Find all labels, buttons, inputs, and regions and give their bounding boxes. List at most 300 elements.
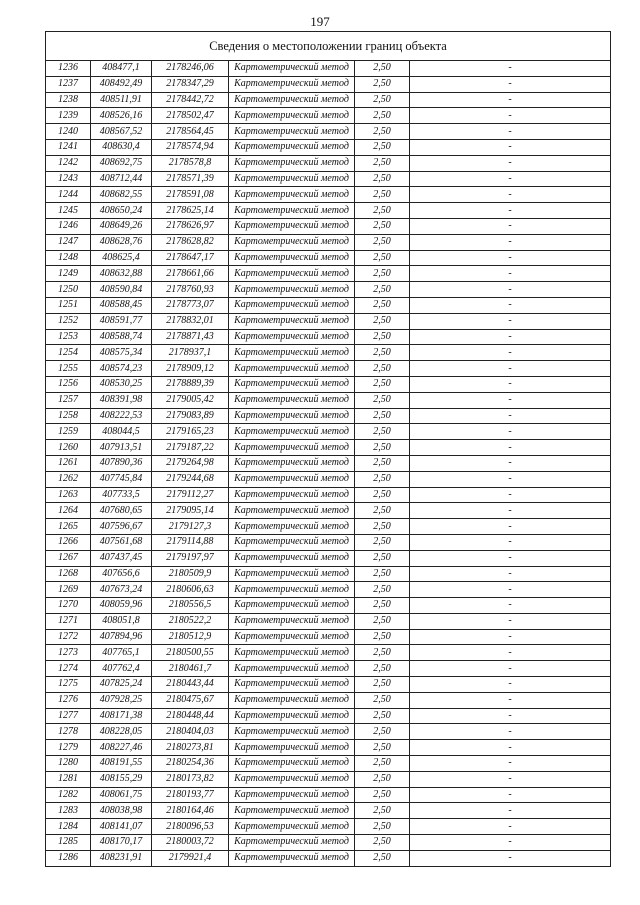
description-cell: - xyxy=(410,345,611,361)
method-cell: Картометрический метод xyxy=(229,234,355,250)
y-coordinate-cell: 2180254,36 xyxy=(152,756,229,772)
accuracy-cell: 2,50 xyxy=(355,297,410,313)
y-coordinate-cell: 2178578,8 xyxy=(152,155,229,171)
point-number-cell: 1267 xyxy=(46,550,91,566)
method-cell: Картометрический метод xyxy=(229,756,355,772)
accuracy-cell: 2,50 xyxy=(355,582,410,598)
method-cell: Картометрический метод xyxy=(229,92,355,108)
x-coordinate-cell: 407680,65 xyxy=(91,503,152,519)
table-row xyxy=(46,803,611,819)
x-coordinate-cell: 407913,51 xyxy=(91,440,152,456)
table-title-row xyxy=(46,32,611,61)
method-cell: Картометрический метод xyxy=(229,692,355,708)
description-cell: - xyxy=(410,455,611,471)
method-cell: Картометрический метод xyxy=(229,440,355,456)
accuracy-cell: 2,50 xyxy=(355,803,410,819)
x-coordinate-cell: 407825,24 xyxy=(91,677,152,693)
table-row xyxy=(46,455,611,471)
x-coordinate-cell: 408588,45 xyxy=(91,297,152,313)
x-coordinate-cell: 408228,05 xyxy=(91,724,152,740)
accuracy-cell: 2,50 xyxy=(355,519,410,535)
boundary-coordinates-table xyxy=(45,31,611,867)
description-cell: - xyxy=(410,297,611,313)
method-cell: Картометрический метод xyxy=(229,503,355,519)
point-number-cell: 1286 xyxy=(46,850,91,866)
y-coordinate-cell: 2178625,14 xyxy=(152,203,229,219)
description-cell: - xyxy=(410,266,611,282)
x-coordinate-cell: 408170,17 xyxy=(91,835,152,851)
table-row xyxy=(46,392,611,408)
table-row xyxy=(46,598,611,614)
point-number-cell: 1283 xyxy=(46,803,91,819)
y-coordinate-cell: 2178760,93 xyxy=(152,282,229,298)
description-cell: - xyxy=(410,645,611,661)
accuracy-cell: 2,50 xyxy=(355,756,410,772)
table-row xyxy=(46,645,611,661)
x-coordinate-cell: 407733,5 xyxy=(91,487,152,503)
accuracy-cell: 2,50 xyxy=(355,661,410,677)
description-cell: - xyxy=(410,440,611,456)
x-coordinate-cell: 407890,36 xyxy=(91,455,152,471)
method-cell: Картометрический метод xyxy=(229,582,355,598)
y-coordinate-cell: 2179083,89 xyxy=(152,408,229,424)
point-number-cell: 1245 xyxy=(46,203,91,219)
method-cell: Картометрический метод xyxy=(229,282,355,298)
point-number-cell: 1279 xyxy=(46,740,91,756)
x-coordinate-cell: 408530,25 xyxy=(91,376,152,392)
x-coordinate-cell: 408231,91 xyxy=(91,850,152,866)
method-cell: Картометрический метод xyxy=(229,661,355,677)
table-row xyxy=(46,266,611,282)
method-cell: Картометрический метод xyxy=(229,803,355,819)
y-coordinate-cell: 2180509,9 xyxy=(152,566,229,582)
x-coordinate-cell: 407437,45 xyxy=(91,550,152,566)
method-cell: Картометрический метод xyxy=(229,345,355,361)
method-cell: Картометрический метод xyxy=(229,708,355,724)
x-coordinate-cell: 408191,55 xyxy=(91,756,152,772)
description-cell: - xyxy=(410,171,611,187)
description-cell: - xyxy=(410,708,611,724)
point-number-cell: 1285 xyxy=(46,835,91,851)
x-coordinate-cell: 408222,53 xyxy=(91,408,152,424)
table-row xyxy=(46,566,611,582)
description-cell: - xyxy=(410,661,611,677)
accuracy-cell: 2,50 xyxy=(355,92,410,108)
y-coordinate-cell: 2179112,27 xyxy=(152,487,229,503)
table-row xyxy=(46,313,611,329)
point-number-cell: 1271 xyxy=(46,613,91,629)
method-cell: Картометрический метод xyxy=(229,108,355,124)
y-coordinate-cell: 2179165,23 xyxy=(152,424,229,440)
method-cell: Картометрический метод xyxy=(229,835,355,851)
table-row xyxy=(46,850,611,866)
y-coordinate-cell: 2180512,9 xyxy=(152,629,229,645)
table-row xyxy=(46,361,611,377)
accuracy-cell: 2,50 xyxy=(355,282,410,298)
point-number-cell: 1264 xyxy=(46,503,91,519)
x-coordinate-cell: 408477,1 xyxy=(91,61,152,77)
point-number-cell: 1254 xyxy=(46,345,91,361)
method-cell: Картометрический метод xyxy=(229,724,355,740)
x-coordinate-cell: 407762,4 xyxy=(91,661,152,677)
method-cell: Картометрический метод xyxy=(229,297,355,313)
x-coordinate-cell: 408526,16 xyxy=(91,108,152,124)
y-coordinate-cell: 2180164,46 xyxy=(152,803,229,819)
method-cell: Картометрический метод xyxy=(229,124,355,140)
description-cell: - xyxy=(410,250,611,266)
accuracy-cell: 2,50 xyxy=(355,692,410,708)
point-number-cell: 1266 xyxy=(46,534,91,550)
y-coordinate-cell: 2180461,7 xyxy=(152,661,229,677)
description-cell: - xyxy=(410,724,611,740)
description-cell: - xyxy=(410,550,611,566)
accuracy-cell: 2,50 xyxy=(355,171,410,187)
table-row xyxy=(46,203,611,219)
x-coordinate-cell: 408141,07 xyxy=(91,819,152,835)
table-row xyxy=(46,487,611,503)
accuracy-cell: 2,50 xyxy=(355,250,410,266)
y-coordinate-cell: 2179005,42 xyxy=(152,392,229,408)
table-row xyxy=(46,250,611,266)
method-cell: Картометрический метод xyxy=(229,598,355,614)
accuracy-cell: 2,50 xyxy=(355,345,410,361)
description-cell: - xyxy=(410,187,611,203)
method-cell: Картометрический метод xyxy=(229,218,355,234)
method-cell: Картометрический метод xyxy=(229,61,355,77)
accuracy-cell: 2,50 xyxy=(355,677,410,693)
x-coordinate-cell: 408492,49 xyxy=(91,76,152,92)
accuracy-cell: 2,50 xyxy=(355,613,410,629)
y-coordinate-cell: 2179095,14 xyxy=(152,503,229,519)
y-coordinate-cell: 2180443,44 xyxy=(152,677,229,693)
x-coordinate-cell: 408044,5 xyxy=(91,424,152,440)
point-number-cell: 1248 xyxy=(46,250,91,266)
description-cell: - xyxy=(410,76,611,92)
accuracy-cell: 2,50 xyxy=(355,424,410,440)
accuracy-cell: 2,50 xyxy=(355,471,410,487)
accuracy-cell: 2,50 xyxy=(355,108,410,124)
table-row xyxy=(46,108,611,124)
point-number-cell: 1282 xyxy=(46,787,91,803)
accuracy-cell: 2,50 xyxy=(355,598,410,614)
description-cell: - xyxy=(410,313,611,329)
method-cell: Картометрический метод xyxy=(229,203,355,219)
table-row xyxy=(46,613,611,629)
table-row xyxy=(46,787,611,803)
x-coordinate-cell: 408059,96 xyxy=(91,598,152,614)
accuracy-cell: 2,50 xyxy=(355,724,410,740)
accuracy-cell: 2,50 xyxy=(355,187,410,203)
y-coordinate-cell: 2180193,77 xyxy=(152,787,229,803)
table-row xyxy=(46,124,611,140)
table-row xyxy=(46,218,611,234)
description-cell: - xyxy=(410,282,611,298)
y-coordinate-cell: 2180500,55 xyxy=(152,645,229,661)
table-row xyxy=(46,708,611,724)
method-cell: Картометрический метод xyxy=(229,171,355,187)
method-cell: Картометрический метод xyxy=(229,455,355,471)
description-cell: - xyxy=(410,598,611,614)
method-cell: Картометрический метод xyxy=(229,361,355,377)
table-row xyxy=(46,519,611,535)
table-row xyxy=(46,835,611,851)
point-number-cell: 1276 xyxy=(46,692,91,708)
description-cell: - xyxy=(410,329,611,345)
table-row xyxy=(46,534,611,550)
x-coordinate-cell: 407596,67 xyxy=(91,519,152,535)
method-cell: Картометрический метод xyxy=(229,313,355,329)
x-coordinate-cell: 408712,44 xyxy=(91,171,152,187)
y-coordinate-cell: 2178502,47 xyxy=(152,108,229,124)
point-number-cell: 1274 xyxy=(46,661,91,677)
method-cell: Картометрический метод xyxy=(229,613,355,629)
y-coordinate-cell: 2180448,44 xyxy=(152,708,229,724)
x-coordinate-cell: 408227,46 xyxy=(91,740,152,756)
x-coordinate-cell: 408650,24 xyxy=(91,203,152,219)
table-row xyxy=(46,692,611,708)
description-cell: - xyxy=(410,203,611,219)
point-number-cell: 1260 xyxy=(46,440,91,456)
accuracy-cell: 2,50 xyxy=(355,487,410,503)
accuracy-cell: 2,50 xyxy=(355,708,410,724)
accuracy-cell: 2,50 xyxy=(355,313,410,329)
x-coordinate-cell: 407745,84 xyxy=(91,471,152,487)
method-cell: Картометрический метод xyxy=(229,771,355,787)
description-cell: - xyxy=(410,613,611,629)
method-cell: Картометрический метод xyxy=(229,819,355,835)
y-coordinate-cell: 2178909,12 xyxy=(152,361,229,377)
table-row xyxy=(46,61,611,77)
accuracy-cell: 2,50 xyxy=(355,234,410,250)
y-coordinate-cell: 2178628,82 xyxy=(152,234,229,250)
description-cell: - xyxy=(410,503,611,519)
x-coordinate-cell: 408038,98 xyxy=(91,803,152,819)
table-row xyxy=(46,76,611,92)
description-cell: - xyxy=(410,850,611,866)
x-coordinate-cell: 408588,74 xyxy=(91,329,152,345)
description-cell: - xyxy=(410,408,611,424)
accuracy-cell: 2,50 xyxy=(355,440,410,456)
description-cell: - xyxy=(410,155,611,171)
method-cell: Картометрический метод xyxy=(229,740,355,756)
point-number-cell: 1244 xyxy=(46,187,91,203)
point-number-cell: 1284 xyxy=(46,819,91,835)
table-row xyxy=(46,139,611,155)
description-cell: - xyxy=(410,487,611,503)
accuracy-cell: 2,50 xyxy=(355,819,410,835)
point-number-cell: 1273 xyxy=(46,645,91,661)
point-number-cell: 1268 xyxy=(46,566,91,582)
y-coordinate-cell: 2178889,39 xyxy=(152,376,229,392)
x-coordinate-cell: 407656,6 xyxy=(91,566,152,582)
table-row xyxy=(46,424,611,440)
x-coordinate-cell: 408171,38 xyxy=(91,708,152,724)
point-number-cell: 1258 xyxy=(46,408,91,424)
method-cell: Картометрический метод xyxy=(229,392,355,408)
y-coordinate-cell: 2179187,22 xyxy=(152,440,229,456)
description-cell: - xyxy=(410,139,611,155)
point-number-cell: 1236 xyxy=(46,61,91,77)
x-coordinate-cell: 408628,76 xyxy=(91,234,152,250)
method-cell: Картометрический метод xyxy=(229,376,355,392)
x-coordinate-cell: 408625,4 xyxy=(91,250,152,266)
x-coordinate-cell: 408575,34 xyxy=(91,345,152,361)
y-coordinate-cell: 2179114,88 xyxy=(152,534,229,550)
table-row xyxy=(46,329,611,345)
point-number-cell: 1238 xyxy=(46,92,91,108)
point-number-cell: 1277 xyxy=(46,708,91,724)
point-number-cell: 1246 xyxy=(46,218,91,234)
point-number-cell: 1252 xyxy=(46,313,91,329)
point-number-cell: 1272 xyxy=(46,629,91,645)
method-cell: Картометрический метод xyxy=(229,787,355,803)
x-coordinate-cell: 408567,52 xyxy=(91,124,152,140)
description-cell: - xyxy=(410,819,611,835)
accuracy-cell: 2,50 xyxy=(355,503,410,519)
x-coordinate-cell: 408682,55 xyxy=(91,187,152,203)
point-number-cell: 1255 xyxy=(46,361,91,377)
accuracy-cell: 2,50 xyxy=(355,534,410,550)
table-row xyxy=(46,819,611,835)
x-coordinate-cell: 408574,23 xyxy=(91,361,152,377)
point-number-cell: 1257 xyxy=(46,392,91,408)
description-cell: - xyxy=(410,787,611,803)
point-number-cell: 1237 xyxy=(46,76,91,92)
description-cell: - xyxy=(410,534,611,550)
y-coordinate-cell: 2180173,82 xyxy=(152,771,229,787)
y-coordinate-cell: 2180003,72 xyxy=(152,835,229,851)
table-row xyxy=(46,234,611,250)
x-coordinate-cell: 408630,4 xyxy=(91,139,152,155)
table-title: Сведения о местоположении границ объекта xyxy=(46,32,611,61)
description-cell: - xyxy=(410,756,611,772)
point-number-cell: 1256 xyxy=(46,376,91,392)
y-coordinate-cell: 2179244,68 xyxy=(152,471,229,487)
point-number-cell: 1265 xyxy=(46,519,91,535)
y-coordinate-cell: 2180522,2 xyxy=(152,613,229,629)
x-coordinate-cell: 408649,26 xyxy=(91,218,152,234)
accuracy-cell: 2,50 xyxy=(355,124,410,140)
description-cell: - xyxy=(410,566,611,582)
y-coordinate-cell: 2178937,1 xyxy=(152,345,229,361)
table-row xyxy=(46,376,611,392)
point-number-cell: 1269 xyxy=(46,582,91,598)
accuracy-cell: 2,50 xyxy=(355,629,410,645)
table-row xyxy=(46,171,611,187)
point-number-cell: 1240 xyxy=(46,124,91,140)
y-coordinate-cell: 2180273,81 xyxy=(152,740,229,756)
point-number-cell: 1270 xyxy=(46,598,91,614)
y-coordinate-cell: 2178871,43 xyxy=(152,329,229,345)
description-cell: - xyxy=(410,519,611,535)
description-cell: - xyxy=(410,692,611,708)
accuracy-cell: 2,50 xyxy=(355,408,410,424)
x-coordinate-cell: 408511,91 xyxy=(91,92,152,108)
method-cell: Картометрический метод xyxy=(229,250,355,266)
point-number-cell: 1281 xyxy=(46,771,91,787)
description-cell: - xyxy=(410,424,611,440)
x-coordinate-cell: 408061,75 xyxy=(91,787,152,803)
method-cell: Картометрический метод xyxy=(229,519,355,535)
y-coordinate-cell: 2180096,53 xyxy=(152,819,229,835)
table-row xyxy=(46,297,611,313)
point-number-cell: 1241 xyxy=(46,139,91,155)
method-cell: Картометрический метод xyxy=(229,677,355,693)
x-coordinate-cell: 408692,75 xyxy=(91,155,152,171)
y-coordinate-cell: 2178564,45 xyxy=(152,124,229,140)
accuracy-cell: 2,50 xyxy=(355,771,410,787)
y-coordinate-cell: 2178626,97 xyxy=(152,218,229,234)
table-row xyxy=(46,345,611,361)
y-coordinate-cell: 2178832,01 xyxy=(152,313,229,329)
method-cell: Картометрический метод xyxy=(229,155,355,171)
y-coordinate-cell: 2179921,4 xyxy=(152,850,229,866)
y-coordinate-cell: 2178591,08 xyxy=(152,187,229,203)
point-number-cell: 1280 xyxy=(46,756,91,772)
description-cell: - xyxy=(410,771,611,787)
description-cell: - xyxy=(410,376,611,392)
accuracy-cell: 2,50 xyxy=(355,329,410,345)
accuracy-cell: 2,50 xyxy=(355,76,410,92)
point-number-cell: 1262 xyxy=(46,471,91,487)
method-cell: Картометрический метод xyxy=(229,187,355,203)
page-number: 197 xyxy=(310,14,330,29)
accuracy-cell: 2,50 xyxy=(355,218,410,234)
point-number-cell: 1247 xyxy=(46,234,91,250)
table-row xyxy=(46,471,611,487)
method-cell: Картометрический метод xyxy=(229,139,355,155)
table-row xyxy=(46,661,611,677)
accuracy-cell: 2,50 xyxy=(355,266,410,282)
point-number-cell: 1263 xyxy=(46,487,91,503)
description-cell: - xyxy=(410,803,611,819)
method-cell: Картометрический метод xyxy=(229,550,355,566)
table-row xyxy=(46,155,611,171)
accuracy-cell: 2,50 xyxy=(355,361,410,377)
y-coordinate-cell: 2178442,72 xyxy=(152,92,229,108)
accuracy-cell: 2,50 xyxy=(355,835,410,851)
method-cell: Картометрический метод xyxy=(229,329,355,345)
point-number-cell: 1261 xyxy=(46,455,91,471)
accuracy-cell: 2,50 xyxy=(355,139,410,155)
accuracy-cell: 2,50 xyxy=(355,550,410,566)
point-number-cell: 1275 xyxy=(46,677,91,693)
accuracy-cell: 2,50 xyxy=(355,787,410,803)
description-cell: - xyxy=(410,835,611,851)
description-cell: - xyxy=(410,629,611,645)
accuracy-cell: 2,50 xyxy=(355,376,410,392)
y-coordinate-cell: 2180556,5 xyxy=(152,598,229,614)
point-number-cell: 1253 xyxy=(46,329,91,345)
accuracy-cell: 2,50 xyxy=(355,392,410,408)
point-number-cell: 1278 xyxy=(46,724,91,740)
point-number-cell: 1242 xyxy=(46,155,91,171)
x-coordinate-cell: 407928,25 xyxy=(91,692,152,708)
accuracy-cell: 2,50 xyxy=(355,740,410,756)
description-cell: - xyxy=(410,124,611,140)
point-number-cell: 1239 xyxy=(46,108,91,124)
description-cell: - xyxy=(410,218,611,234)
x-coordinate-cell: 408051,8 xyxy=(91,613,152,629)
point-number-cell: 1259 xyxy=(46,424,91,440)
point-number-cell: 1251 xyxy=(46,297,91,313)
table-row xyxy=(46,282,611,298)
y-coordinate-cell: 2180475,67 xyxy=(152,692,229,708)
table-row xyxy=(46,503,611,519)
x-coordinate-cell: 407894,96 xyxy=(91,629,152,645)
point-number-cell: 1243 xyxy=(46,171,91,187)
accuracy-cell: 2,50 xyxy=(355,850,410,866)
